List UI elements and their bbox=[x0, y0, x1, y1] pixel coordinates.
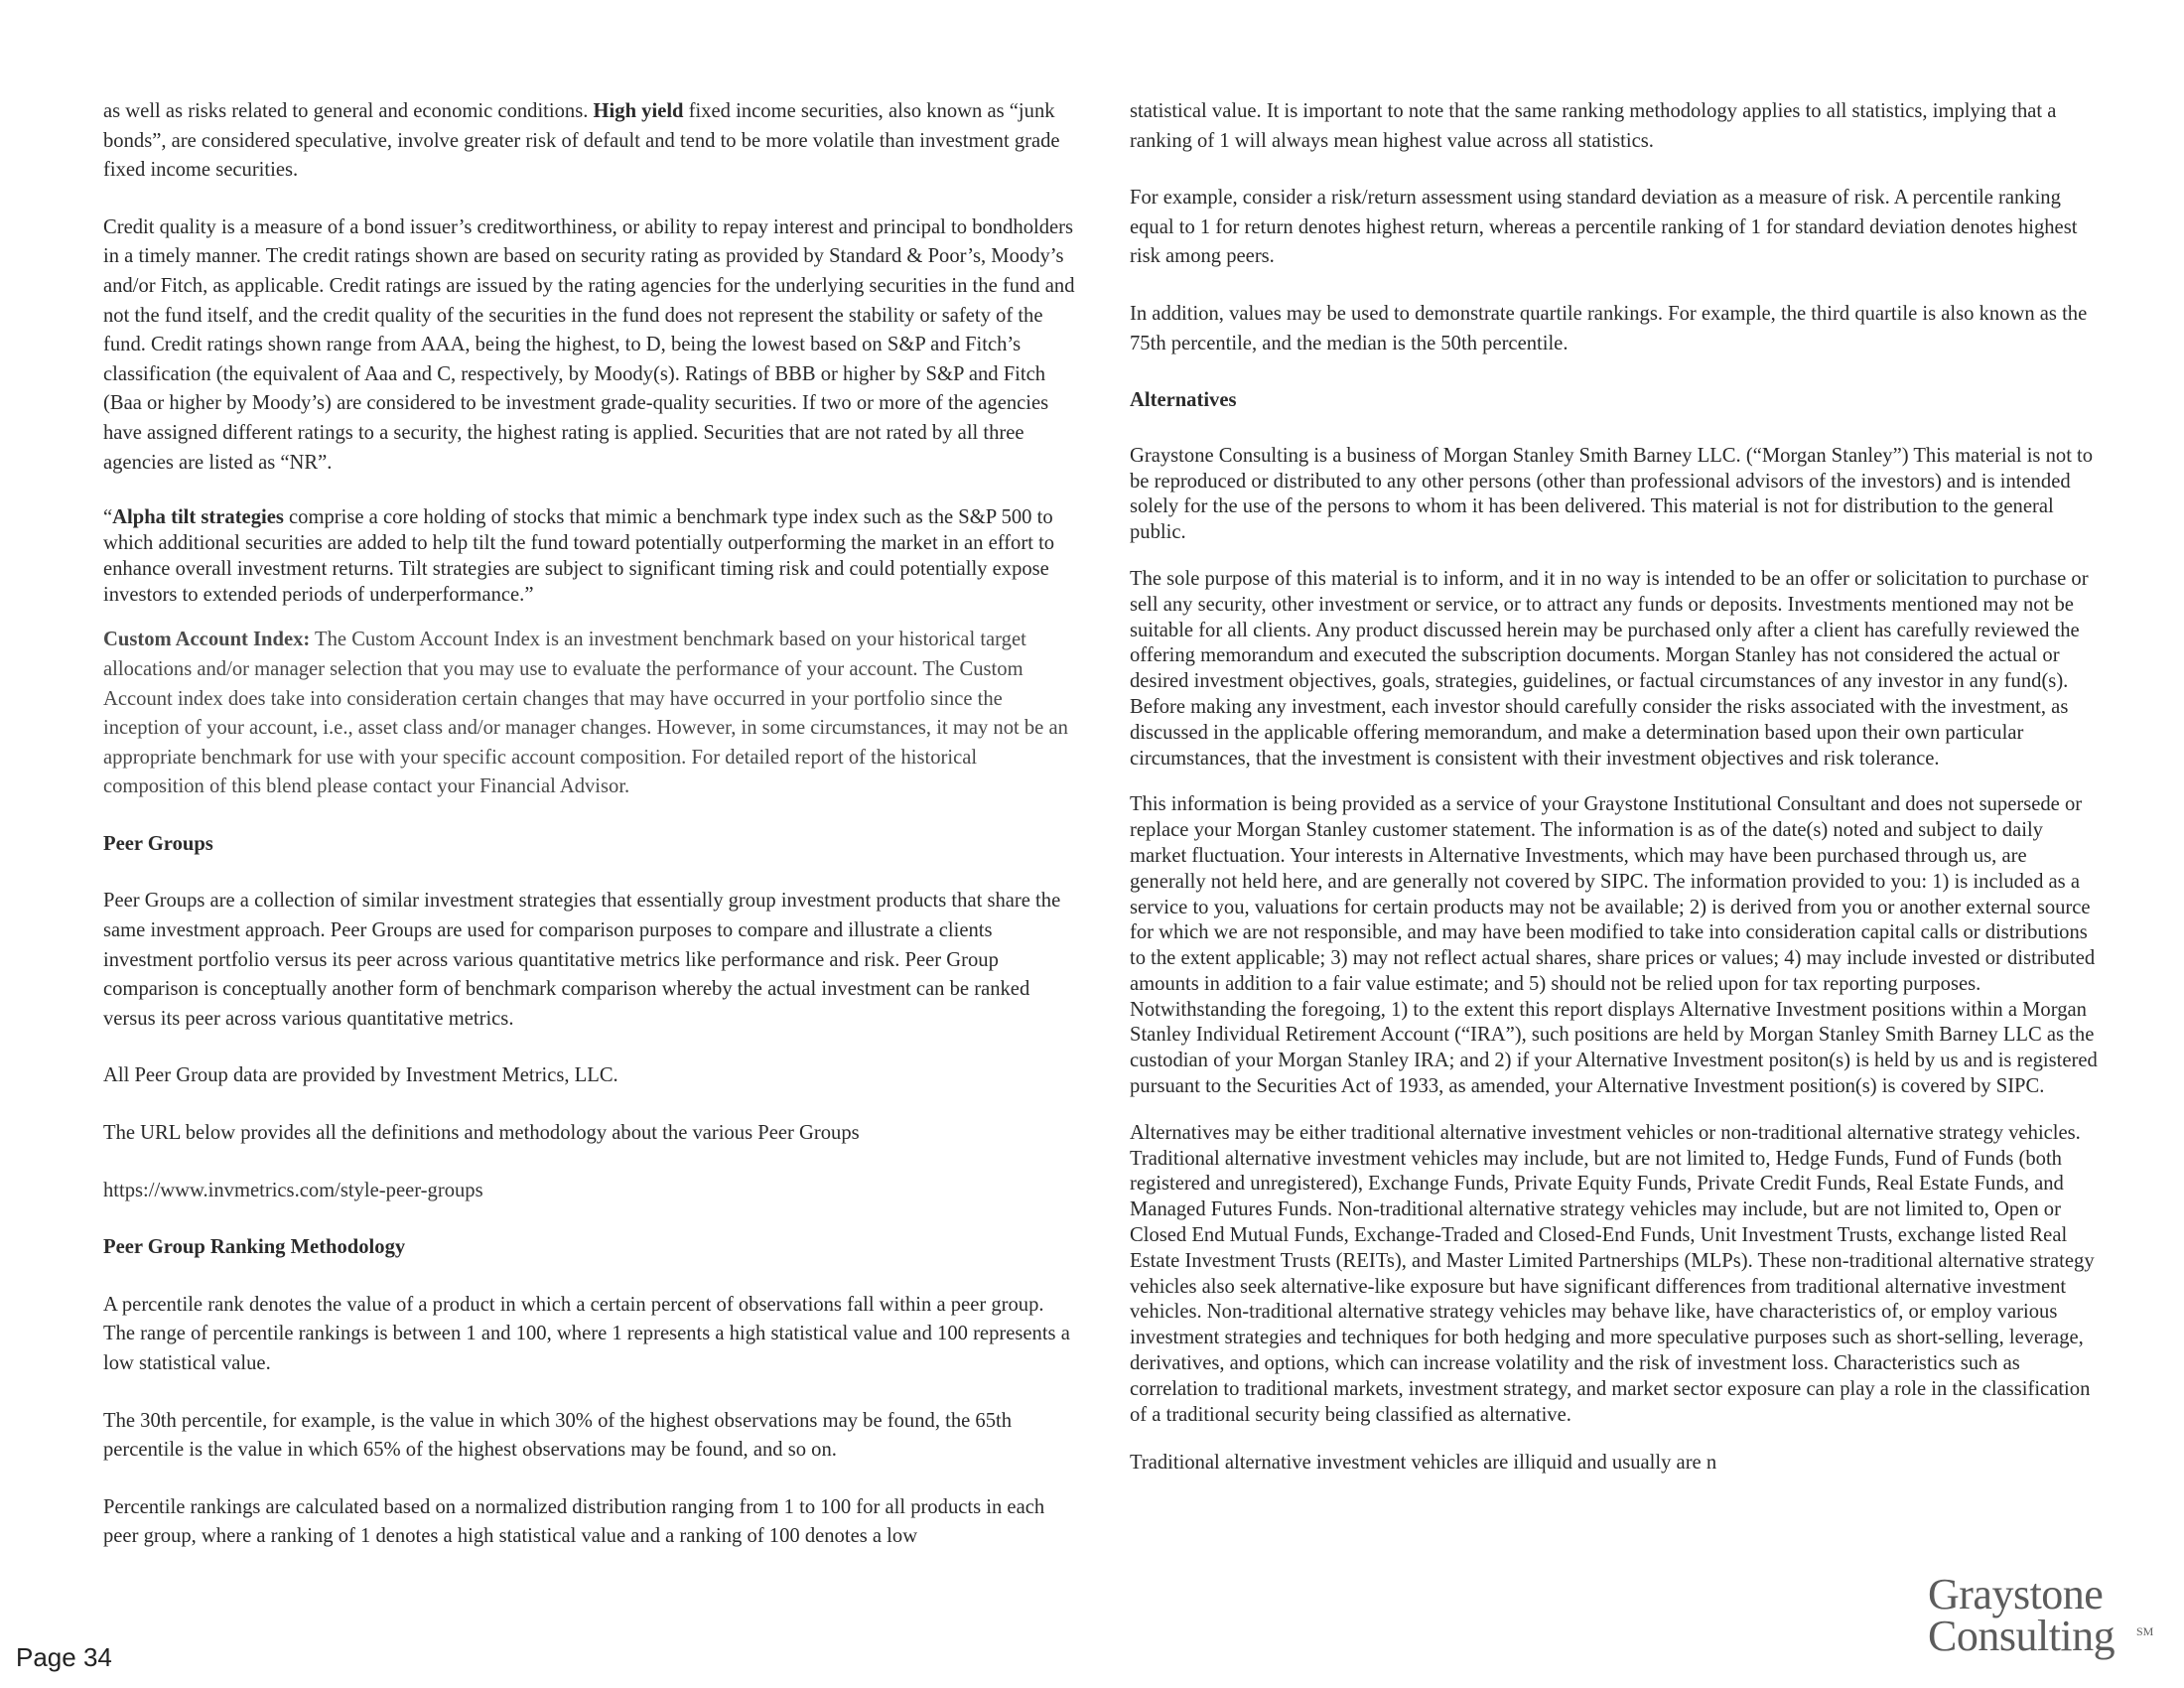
illiquid-paragraph bbox=[1130, 1449, 2103, 1478]
peer-groups-heading: Peer Groups bbox=[103, 832, 213, 855]
risk-return-example-paragraph: For example, consider a risk/return assessment using standard deviation as a measure of risk. A percentile ranking equal to 1 for return denotes highest return, whereas a percentile ranking of 1 for standard deviation denotes highest risk among peers. bbox=[1130, 187, 2078, 268]
custom-account-index-term: Custom Account Index: bbox=[103, 629, 311, 651]
graystone-business-paragraph: Graystone Consulting is a business of Morgan Stanley Smith Barney LLC. (“Morgan Stanley”) This material is not to be reproduced or distributed to any other persons (other than professional advisors of the investors) and is intended solely for the use of the persons to whom it has been delivered. This material is not for distribution to the general public. bbox=[1130, 444, 2094, 544]
peer-group-data-paragraph: All Peer Group data are provided by Investment Metrics, LLC. bbox=[103, 1064, 618, 1087]
service-mark: SM bbox=[2136, 1624, 2154, 1638]
information-service-paragraph: This information is being provided as a service of your Graystone Institutional Consultant and does not supersede or replace your Morgan Stanley customer statement. The information is as of the date(s) noted and subject to daily market fluctuation. Your interests in Alternative Investments, which may have been purchased through us, are generally not held here, and are generally not covered by SIPC. The information provided to you: 1) is included as a service to you, valuations for certain products may not be available; 2) is derived from you or another external source for which we are not responsible, and may have been modified to take into consideration capital calls or distributions to the extent applicable; 3) may not reflect actual shares, share prices or values; 4) may include invested or distributed amounts in addition to a fair value estimate; and 5) should not be relied upon for tax reporting purposes. Notwithstanding the foregoing, 1) to the extent this report displays Alternative Investment positions within a Morgan Stanley Individual Retirement Account (“IRA”), such positions are held by Morgan Stanley Smith Barney LLC as the custodian of your Morgan Stanley IRA; and 2) if your Alternative Investment positon(s) is held by us and is registered pursuant to the Securities Act of 1933, as amended, your Alternative Investment position(s) is covered by SIPC. bbox=[1130, 793, 2098, 1098]
logo-line-1: Graystone bbox=[1928, 1570, 2104, 1618]
ranking-methodology-heading: Peer Group Ranking Methodology bbox=[103, 1236, 406, 1259]
page-number: Page 34 bbox=[16, 1642, 112, 1672]
percentile-calculation-paragraph: Percentile rankings are calculated based on a normalized distribution ranging from 1 to 100 for all products in each peer group, where a ranking of 1 denotes a high statistical value and a ranking of 100 denotes a low bbox=[103, 1495, 1045, 1548]
high-yield-paragraph: as well as risks related to general and economic conditions. High yield fixed income securities, also known as “junk bonds”, are considered speculative, involve greater risk of default and tend to be more volatile than investment grade fixed income securities. bbox=[103, 100, 1060, 182]
percentile-example-paragraph: The 30th percentile, for example, is the value in which 30% of the highest observations may be found, the 65th percentile is the value in which 65% of the highest observations may be found, and so on. bbox=[103, 1409, 1013, 1462]
ranking-continued-paragraph: statistical value. It is important to note that the same ranking methodology applies to all statistics, implying that a ranking of 1 will always mean highest value across all statistics. bbox=[1130, 100, 2057, 152]
left-column bbox=[103, 97, 1076, 1552]
alternatives-heading: Alternatives bbox=[1130, 389, 1237, 412]
sole-purpose-paragraph: The sole purpose of this material is to inform, and it in no way is intended to be an offer or solicitation to purchase or sell any security, other investment or service, or to attract any funds or deposits. Investments mentioned may not be suitable for all clients. Any product discussed herein may be purchased only after a client has carefully reviewed the offering memorandum and executed the subscription documents. Morgan Stanley has not considered the actual or desired investment objectives, goals, strategies, guidelines, or factual circumstances of any investor in any fund(s). Before making any investment, each investor should carefully consider the risks associated with the investment, as discussed in the applicable offering memorandum, and make a determination based upon their own particular circumstances, that the investment is consistent with their investment objectives and risk tolerance. bbox=[1130, 567, 2089, 770]
peer-groups-link[interactable]: https://www.invmetrics.com/style-peer-groups bbox=[103, 1179, 483, 1201]
logo-line-2: Consulting bbox=[1928, 1612, 2116, 1660]
high-yield-term: High yield bbox=[593, 100, 684, 122]
graystone-consulting-logo bbox=[1928, 1570, 2158, 1666]
illiquid-text: Traditional alternative investment vehicles are illiquid and usually are n bbox=[1130, 1452, 1717, 1475]
custom-account-index-paragraph: Custom Account Index: The Custom Account Index is an investment benchmark based on your historical target allocations and/or manager selection that you may use to evaluate the performance of your account. The Custom Account index does take into consideration certain changes that may have occurred in your portfolio since the inception of your account, i.e., asset class and/or manager changes. However, in some circumstances, it may not be an appropriate benchmark for use with your specific account composition. For detailed report of the historical composition of this blend please contact your Financial Advisor. bbox=[103, 629, 1068, 798]
quartile-paragraph: In addition, values may be used to demonstrate quartile rankings. For example, the third quartile is also known as the 75th percentile, and the median is the 50th percentile. bbox=[1130, 302, 2088, 354]
percentile-rank-paragraph: A percentile rank denotes the value of a product in which a certain percent of observations fall within a peer group. The range of percentile rankings is between 1 and 100, where 1 represents a high statistical value and 100 represents a low statistical value. bbox=[103, 1293, 1070, 1374]
alpha-tilt-paragraph: “Alpha tilt strategies comprise a core holding of stocks that mimic a benchmark type index such as the S&P 500 to which additional securities are added to help tilt the fund toward potentially outperforming the market in an effort to enhance overall investment returns. Tilt strategies are subject to significant timing risk and could potentially expose investors to extended periods of underperformance.” bbox=[103, 506, 1055, 606]
right-column bbox=[1130, 97, 2103, 1478]
alternatives-types-paragraph: Alternatives may be either traditional alternative investment vehicles or non-traditional alternative strategy vehicles. Traditional alternative investment vehicles may include, but are not limited to, Hedge Funds, Fund of Funds (both registered and unregistered), Exchange Funds, Private Equity Funds, Private Credit Funds, Real Estate Funds, and Managed Futures Funds. Non-traditional alternative strategy vehicles may include, but are not limited to, Open or Closed End Mutual Funds, Exchange-Traded and Closed-End Funds, Unit Investment Trusts, exchange listed Real Estate Investment Trusts (REITs), and Master Limited Partnerships (MLPs). These non-traditional alternative strategy vehicles also seek alternative-like exposure but have significant differences from traditional alternative investment vehicles. Non-traditional alternative strategy vehicles may behave like, have characteristics of, or employ various investment strategies and techniques for both hedging and more speculative purposes such as short-selling, leverage, derivatives, and options, which can increase volatility and the risk of investment loss. Characteristics such as correlation to traditional markets, investment strategy, and market sector exposure can play a role in the classification of a traditional security being classified as alternative. bbox=[1130, 1121, 2095, 1426]
peer-groups-paragraph: Peer Groups are a collection of similar investment strategies that essentially group investment products that share the same investment approach. Peer Groups are used for comparison purposes to compare and illustrate a clients investment portfolio versus its peer across various quantitative metrics like performance and risk. Peer Group comparison is conceptually another form of benchmark comparison whereby the actual investment can be ranked versus its peer across various quantitative metrics. bbox=[103, 890, 1061, 1030]
alpha-tilt-term: Alpha tilt strategies bbox=[112, 506, 284, 529]
peer-group-url-intro: The URL below provides all the definitions and methodology about the various Peer Groups bbox=[103, 1122, 860, 1145]
credit-quality-paragraph: Credit quality is a measure of a bond issuer’s creditworthiness, or ability to repay interest and principal to bondholders in a timely manner. The credit ratings shown are based on security rating as provided by Standard & Poor’s, Moody’s and/or Fitch, as applicable. Credit ratings are issued by the rating agencies for the underlying securities in the fund and not the fund itself, and the credit quality of the securities in the fund does not represent the stability or safety of the fund. Credit ratings shown range from AAA, being the highest, to D, being the lowest based on S&P and Fitch’s classification (the equivalent of Aaa and C, respectively, by Moody(s). Ratings of BBB or higher by S&P and Fitch (Baa or higher by Moody’s) are considered to be investment grade-quality securities. If two or more of the agencies have assigned different ratings to a security, the highest rating is applied. Securities that are not rated by all three agencies are listed as “NR”. bbox=[103, 215, 1075, 474]
